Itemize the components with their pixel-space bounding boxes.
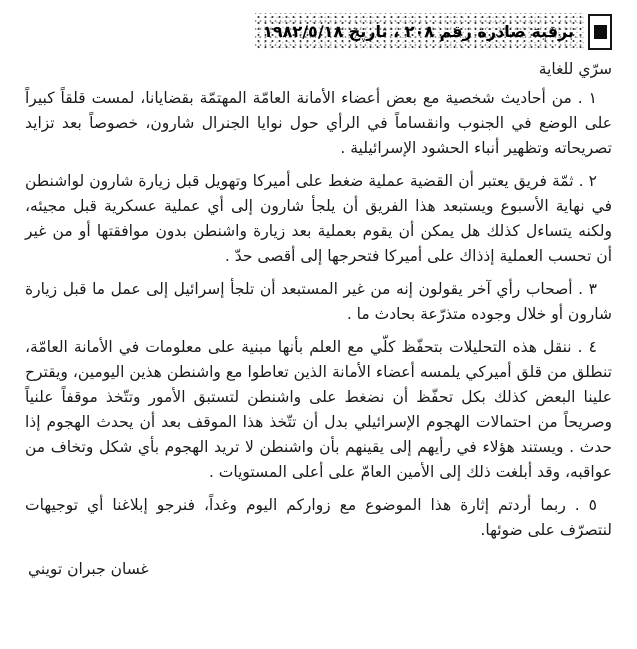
- document-body: [25, 86, 612, 543]
- square-bullet-icon: [588, 14, 612, 50]
- paragraph-3: ٣ . أصحاب رأي آخر يقولون إنه من غير المستبعد أن تلجأ إسرائيل إلى عمل ما قبل زيارة شارون أو خلال وجوده متذرّعة بحادث ما .: [25, 280, 612, 323]
- classification-label: سرّي للغاية: [538, 60, 612, 78]
- paragraph-4: ٤ . ننقل هذه التحليلات بتحفّظ كلّي مع العلم بأنها مبنية على معلومات في الأمانة العامّة، تنطلق من قلق أميركي يلمسه أعضاء الأمانة الذين تعاطوا مع واشنطن هذين اليومين، ويقترح علينا البعض كذلك بكل تحفّظ أن نضغط على واشنطن لتستبق الأمور وتتّخذ موقفاً علنياً وصريحاً من احتمالات الهجوم الإسرائيلي بدل أن تتّخذ هذا الموقف بعد أن يحدث الهجوم إذا حدث . ويستند هؤلاء في رأيهم إلى يقينهم بأن واشنطن لا تريد الهجوم بأي شكل وتخاف من عواقبه، وقد أبلغت ذلك إلى الأمين العامّ على أعلى المستويات .: [25, 338, 612, 481]
- halftone-title-band: [255, 13, 584, 51]
- paragraph-5: ٥ . ربما أردتم إثارة هذا الموضوع مع زواركم اليوم وغداً، فنرجو إبلاغنا أي توجيهات لنتصرّف على ضوئها.: [25, 496, 612, 539]
- signature: غسان جبران تويني: [28, 560, 149, 578]
- document-header: [25, 13, 612, 51]
- document-title: برقية صادرة رقم ٢٠٨ ، تاريخ ١٩٨٢/٥/١٨: [263, 22, 574, 41]
- paragraph-1: ١ . من أحاديث شخصية مع بعض أعضاء الأمانة العامّة المهتمّة بقضايانا، لمست قلقاً كبيراً على الوضع في الجنوب وانقساماً في الرأي حول نوايا الجنرال شارون، خصوصاً بعد تزايد تصريحاته وتظهير أنباء الحشود الإسرائيلية .: [25, 89, 612, 157]
- square-bullet-fill-icon: [594, 25, 607, 39]
- paragraph-2: ٢ . ثمّة فريق يعتبر أن القضية عملية ضغط على أميركا وتهويل قبل زيارة شارون لواشنطن في نهاية الأسبوع ويستبعد هذا الفريق أن يلجأ شارون إلى أي عملية عسكرية قبل مجيئه، ولكنه يتساءل كذلك هل يمكن أن يقوم بعملية بعد زيارة واشنطن بدون موافقتها أو من غير أن تحسب العملية إذذاك على أميركا فتحرجها إلى أقصى حدّ .: [25, 172, 612, 265]
